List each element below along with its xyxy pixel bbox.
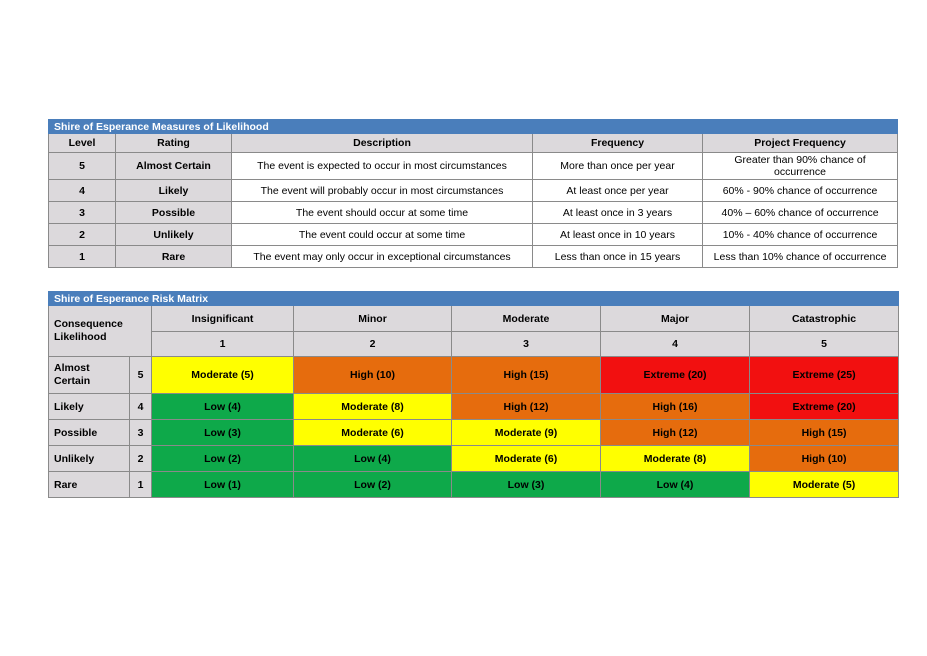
likelihood-label: Possible: [49, 420, 130, 446]
risk-cell: High (12): [601, 420, 750, 446]
likelihood-label: Rare: [49, 472, 130, 498]
level-cell: 4: [49, 180, 116, 202]
risk-cell: Low (2): [294, 472, 452, 498]
level-cell: 3: [49, 202, 116, 224]
risk-cell: High (10): [294, 357, 452, 394]
consequence-number: 4: [601, 332, 750, 357]
risk-cell: Low (2): [152, 446, 294, 472]
likelihood-table-title: Shire of Esperance Measures of Likelihood: [49, 120, 898, 134]
risk-cell: Low (1): [152, 472, 294, 498]
risk-cell: Low (4): [601, 472, 750, 498]
table-row: [49, 246, 898, 268]
likelihood-label: Unlikely: [49, 446, 130, 472]
consequence-header: Insignificant: [152, 306, 294, 332]
level-cell: 2: [49, 224, 116, 246]
frequency-cell: More than once per year: [533, 153, 703, 180]
header-rating: Rating: [116, 134, 232, 153]
likelihood-number: 2: [130, 446, 152, 472]
risk-cell: Moderate (6): [294, 420, 452, 446]
description-cell: The event is expected to occur in most circumstances: [232, 153, 533, 180]
risk-cell: Extreme (20): [750, 394, 899, 420]
likelihood-table: [48, 119, 898, 268]
risk-cell: High (15): [452, 357, 601, 394]
header-project-frequency: Project Frequency: [703, 134, 898, 153]
likelihood-label: Likely: [49, 394, 130, 420]
likelihood-number: 4: [130, 394, 152, 420]
level-cell: 1: [49, 246, 116, 268]
consequence-number: 3: [452, 332, 601, 357]
consequence-header: Minor: [294, 306, 452, 332]
header-level: Level: [49, 134, 116, 153]
table-row: [49, 180, 898, 202]
risk-cell: Low (4): [152, 394, 294, 420]
frequency-cell: At least once per year: [533, 180, 703, 202]
risk-cell: Moderate (5): [152, 357, 294, 394]
likelihood-number: 1: [130, 472, 152, 498]
consequence-header: Moderate: [452, 306, 601, 332]
risk-cell: Moderate (6): [452, 446, 601, 472]
risk-cell: Moderate (8): [294, 394, 452, 420]
table-row: [49, 153, 898, 180]
consequence-number: 1: [152, 332, 294, 357]
risk-matrix-table: [48, 291, 899, 498]
risk-cell: Low (3): [152, 420, 294, 446]
level-cell: 5: [49, 153, 116, 180]
rating-cell: Almost Certain: [116, 153, 232, 180]
risk-cell: Moderate (8): [601, 446, 750, 472]
description-cell: The event will probably occur in most circumstances: [232, 180, 533, 202]
risk-cell: Extreme (25): [750, 357, 899, 394]
risk-cell: Extreme (20): [601, 357, 750, 394]
rating-cell: Possible: [116, 202, 232, 224]
description-cell: The event should occur at some time: [232, 202, 533, 224]
risk-cell: Moderate (9): [452, 420, 601, 446]
consequence-likelihood-label: Consequence Likelihood: [49, 306, 152, 357]
matrix-row: [49, 446, 899, 472]
matrix-row: [49, 472, 899, 498]
likelihood-number: 3: [130, 420, 152, 446]
risk-cell: Low (4): [294, 446, 452, 472]
matrix-row: [49, 420, 899, 446]
frequency-cell: At least once in 10 years: [533, 224, 703, 246]
risk-cell: High (15): [750, 420, 899, 446]
rating-cell: Likely: [116, 180, 232, 202]
rating-cell: Rare: [116, 246, 232, 268]
consequence-number: 5: [750, 332, 899, 357]
risk-cell: High (12): [452, 394, 601, 420]
frequency-cell: At least once in 3 years: [533, 202, 703, 224]
rating-cell: Unlikely: [116, 224, 232, 246]
description-cell: The event could occur at some time: [232, 224, 533, 246]
risk-cell: High (10): [750, 446, 899, 472]
frequency-cell: Less than once in 15 years: [533, 246, 703, 268]
likelihood-number: 5: [130, 357, 152, 394]
project-frequency-cell: Less than 10% chance of occurrence: [703, 246, 898, 268]
description-cell: The event may only occur in exceptional circumstances: [232, 246, 533, 268]
risk-matrix-title: Shire of Esperance Risk Matrix: [49, 292, 899, 306]
risk-cell: Moderate (5): [750, 472, 899, 498]
project-frequency-cell: 60% - 90% chance of occurrence: [703, 180, 898, 202]
header-description: Description: [232, 134, 533, 153]
consequence-number: 2: [294, 332, 452, 357]
project-frequency-cell: Greater than 90% chance of occurrence: [703, 153, 898, 180]
consequence-header: Major: [601, 306, 750, 332]
risk-cell: Low (3): [452, 472, 601, 498]
header-frequency: Frequency: [533, 134, 703, 153]
matrix-row: [49, 357, 899, 394]
project-frequency-cell: 40% – 60% chance of occurrence: [703, 202, 898, 224]
consequence-header: Catastrophic: [750, 306, 899, 332]
project-frequency-cell: 10% - 40% chance of occurrence: [703, 224, 898, 246]
likelihood-label: Almost Certain: [49, 357, 130, 394]
table-row: [49, 224, 898, 246]
matrix-row: [49, 394, 899, 420]
risk-cell: High (16): [601, 394, 750, 420]
table-row: [49, 202, 898, 224]
